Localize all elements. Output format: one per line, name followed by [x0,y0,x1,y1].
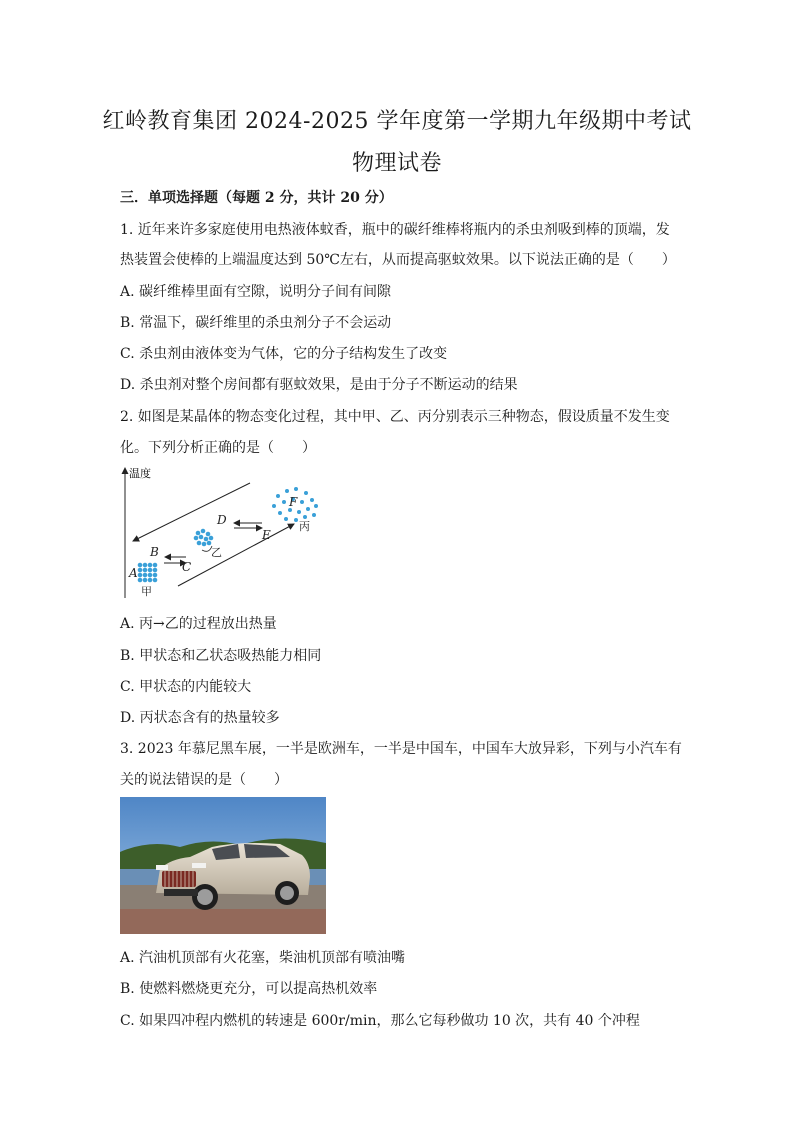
q3-stem-line1: 3. 2023 年慕尼黑车展，一半是欧洲车，一半是中国车，中国车大放异彩，下列与小汽车有 [120,741,682,757]
q2-option-b: B. 甲状态和乙状态吸热能力相同 [120,648,322,664]
exam-title: 红岭教育集团 2024-2025 学年度第一学期九年级期中考试 [102,109,692,134]
car-photo [120,797,326,934]
q3-option-b: B. 使燃料燃烧更充分，可以提高热机效率 [120,981,378,997]
q2-option-d: D. 丙状态含有的热量较多 [120,710,280,726]
state-bing-label: 丙 [299,520,310,533]
q1-stem-line2: 热装置会使棒的上端温度达到 50℃左右，从而提高驱蚊效果。以下说法正确的是（ ） [120,252,676,268]
state-jia-label: 甲 [141,585,152,598]
q2-option-a: A. 丙→乙的过程放出热量 [120,616,277,632]
phase-change-figure [116,462,336,600]
q2-stem-line1: 2. 如图是某晶体的物态变化过程，其中甲、乙、丙分别表示三种物态，假设质量不发生变 [120,409,670,425]
point-b-label: B [150,545,159,559]
q1-option-d: D. 杀虫剂对整个房间都有驱蚊效果，是由于分子不断运动的结果 [120,377,518,393]
section-heading: 三．单项选择题（每题 2 分，共计 20 分） [120,190,393,206]
point-a-label: A [129,566,138,580]
exam-subject-title: 物理试卷 [351,151,442,176]
q1-option-b: B. 常温下，碳纤维里的杀虫剂分子不会运动 [120,315,392,331]
heating-arrow [178,524,294,586]
point-c-label: C [182,560,192,574]
q1-option-c: C. 杀虫剂由液体变为气体，它的分子结构发生了改变 [120,346,448,362]
cooling-arrow [133,483,250,541]
point-d-label: D [217,513,227,527]
q2-option-c: C. 甲状态的内能较大 [120,679,252,695]
point-e-label: E [262,528,271,542]
q3-stem-line2: 关的说法错误的是（ ） [120,772,288,788]
q3-option-a: A. 汽油机顶部有火花塞，柴油机顶部有喷油嘴 [120,950,406,966]
temperature-axis-label: 温度 [129,467,151,480]
liquid-state-particles [194,529,214,547]
q2-stem-line2: 化。下列分析正确的是（ ） [120,440,316,456]
q1-stem-line1: 1. 近年来许多家庭使用电热液体蚊香，瓶中的碳纤维棒将瓶内的杀虫剂吸到棒的顶端，发 [120,222,670,238]
q3-option-c: C. 如果四冲程内燃机的转速是 600r/min，那么它每秒做功 10 次，共有 40 个冲程 [120,1013,640,1029]
q1-option-a: A. 碳纤维棒里面有空隙，说明分子间有间隙 [120,284,392,300]
state-yi-label: 乙 [211,546,222,559]
point-f-label: F [289,495,298,509]
solid-state-particles [138,563,158,583]
